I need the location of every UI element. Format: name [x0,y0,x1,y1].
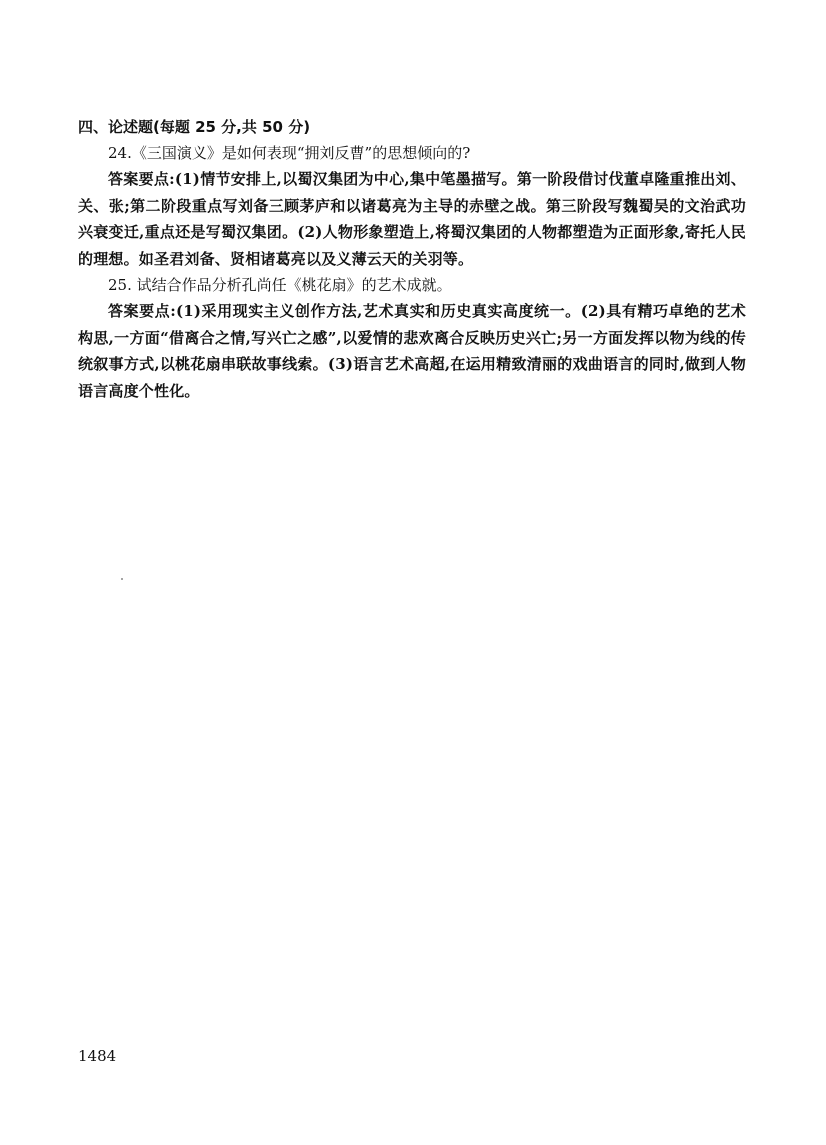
answer-text: (1)情节安排上,以蜀汉集团为中心,集中笔墨描写。第一阶段借讨伐董卓隆重推出刘、关、张;第二阶段重点写刘备三顾茅庐和以诸葛亮为主导的赤壁之战。第三阶段写魏蜀吴的文治武功兴衰变迁,重点还是写蜀汉集团。(2)人物形象塑造上,将蜀汉集团的人物都塑造为正面形象,寄托人民的理想。如圣君刘备、贤相诸葛亮以及义薄云天的关羽等。 [78,170,746,268]
question-24-answer [78,166,746,272]
answer-label: 答案要点: [108,302,176,320]
question-24-prompt: 24.《三国演义》是如何表现“拥刘反曹”的思想倾向的? [108,144,471,162]
page-content [78,114,746,404]
scan-speck [121,578,123,580]
question-25-answer [78,298,746,404]
question-25-prompt: 25. 试结合作品分析孔尚任《桃花扇》的艺术成就。 [108,276,452,294]
page-number: 1484 [78,1047,117,1065]
answer-text: (1)采用现实主义创作方法,艺术真实和历史真实高度统一。(2)具有精巧卓绝的艺术构思,一方面“借离合之情,写兴亡之感”,以爱情的悲欢离合反映历史兴亡;另一方面发挥以物为线的传统叙事方式,以桃花扇串联故事线索。(3)语言艺术高超,在运用精致清丽的戏曲语言的同时,做到人物语言高度个性化。 [78,302,746,400]
answer-label: 答案要点: [108,170,175,188]
section-heading: 四、论述题(每题 25 分,共 50 分) [78,118,311,136]
